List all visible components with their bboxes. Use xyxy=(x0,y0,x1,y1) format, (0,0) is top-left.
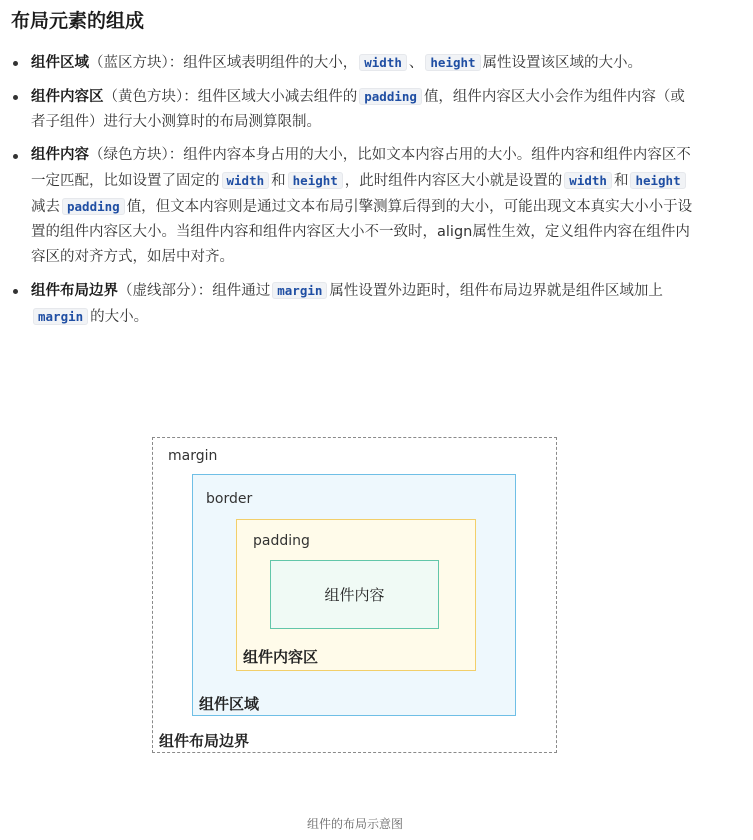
bullet-icon xyxy=(13,154,18,159)
section-title: 布局元素的组成 xyxy=(11,10,145,32)
item-text: 和 xyxy=(613,173,629,189)
margin-label: margin xyxy=(168,448,218,464)
padding-label: padding xyxy=(253,533,310,549)
inline-code-width: width xyxy=(564,172,612,189)
term-note: （虚线部分）： xyxy=(118,283,213,299)
inline-code-height: height xyxy=(425,54,480,71)
term-note: （蓝区方块）： xyxy=(89,55,184,71)
list-item-content-area xyxy=(0,84,699,135)
list-item-layout-boundary xyxy=(0,278,699,330)
item-text: 组件区域表明组件的大小， xyxy=(183,55,358,71)
term-content-area: 组件内容区 xyxy=(31,89,104,105)
item-text: ，此时组件内容区大小就是设置的 xyxy=(344,173,563,189)
definition-list xyxy=(0,50,720,338)
item-text: 值，但文本内容则是通过文本布局引擎测算后得到的大小，可能出现文本真实大小小于设置的组件内容区大小。当组件内容和组件内容区大小不一致时，align属性生效，定义组件内容在组件内容区的对齐方式，如居中对齐。 xyxy=(31,199,693,265)
inline-code-width: width xyxy=(222,172,270,189)
term-layout-boundary: 组件布局边界 xyxy=(31,283,118,299)
list-item-component-area xyxy=(0,50,699,76)
item-text: 减去 xyxy=(31,199,60,215)
content-area-box xyxy=(236,519,476,671)
inline-code-padding: padding xyxy=(62,198,125,215)
item-text: 组件区域大小减去组件的 xyxy=(197,89,358,105)
content-box xyxy=(270,560,439,629)
term-component-area: 组件区域 xyxy=(31,55,89,71)
layout-diagram-boundary xyxy=(152,437,557,753)
term-content: 组件内容 xyxy=(31,147,89,163)
term-note: （绿色方块）： xyxy=(89,147,184,163)
figure-caption: 组件的布局示意图 xyxy=(306,817,403,831)
item-text: 属性设置外边距时，组件布局边界就是组件区域加上 xyxy=(329,283,663,299)
bullet-icon xyxy=(13,289,18,294)
item-text: 组件通过 xyxy=(212,283,271,299)
border-label: border xyxy=(206,491,253,507)
inline-code-width: width xyxy=(359,54,407,71)
bullet-icon xyxy=(13,61,18,66)
inline-code-height: height xyxy=(288,172,343,189)
inline-code-margin: margin xyxy=(272,282,327,299)
item-text: 和 xyxy=(271,173,286,189)
inline-code-height: height xyxy=(630,172,685,189)
inline-code-margin: margin xyxy=(33,308,88,325)
content-area-label: 组件内容区 xyxy=(243,648,319,666)
item-text: 属性设置该区域的大小。 xyxy=(482,55,643,71)
item-text: 组件内容本身占用的大小，比如文本内容占用的大小。组件内容和组件内容区不一定匹配，比如设置了固定的 xyxy=(31,147,691,189)
component-area-box xyxy=(192,474,516,716)
layout-boundary-label: 组件布局边界 xyxy=(159,732,250,750)
term-note: （黄色方块）： xyxy=(103,89,198,105)
inline-code-padding: padding xyxy=(359,88,422,105)
item-text: 值，组件内容区大小会作为组件内容（或者子组件）进行大小测算时的布局测算限制。 xyxy=(31,89,685,130)
content-label: 组件内容 xyxy=(324,586,385,604)
component-area-label: 组件区域 xyxy=(199,695,260,713)
bullet-icon xyxy=(13,95,18,100)
item-text: 的大小。 xyxy=(90,309,149,325)
item-text: 、 xyxy=(408,55,424,71)
list-item-content xyxy=(0,143,699,270)
